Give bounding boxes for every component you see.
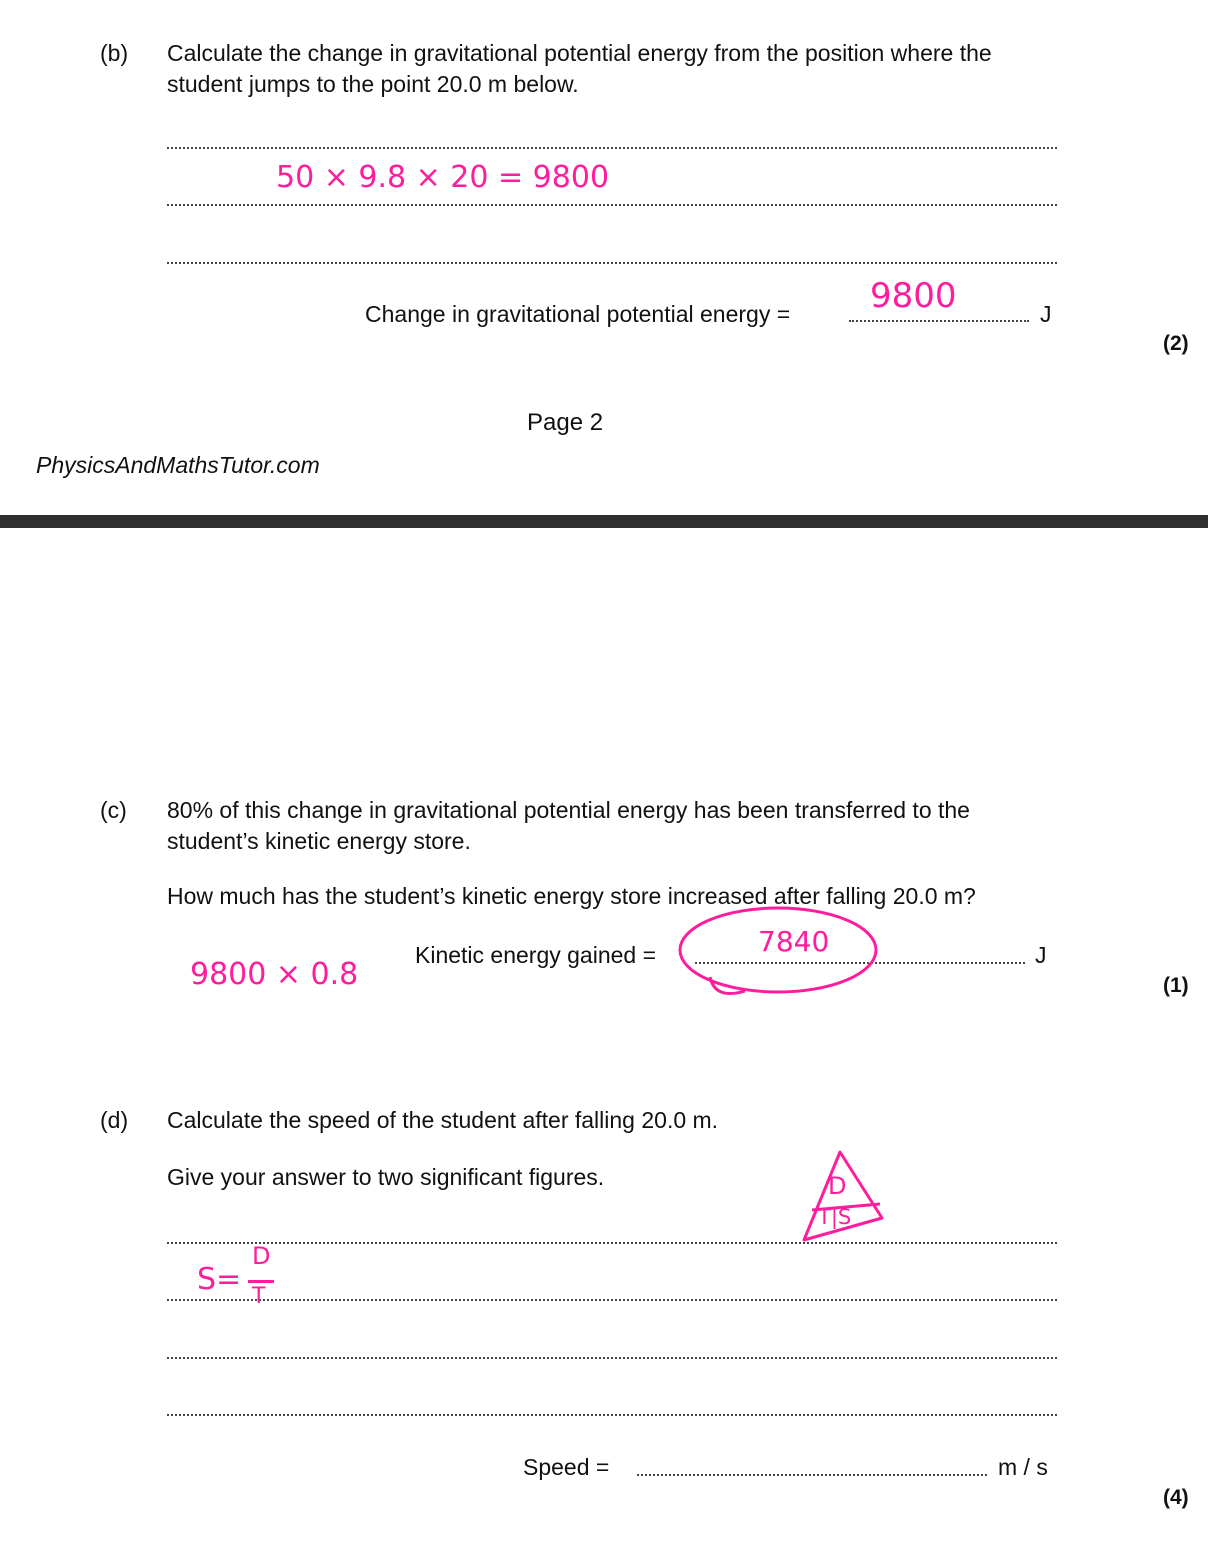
part-b-answer-line-1[interactable]: [167, 147, 1057, 149]
part-d-handwritten-formula-numerator: D: [252, 1242, 271, 1270]
part-c-intro-line1: 80% of this change in gravitational potential energy has been transferred to the: [167, 797, 970, 823]
part-d-unit: m / s: [998, 1454, 1048, 1480]
part-d-answer-label: Speed =: [523, 1454, 610, 1480]
part-b-question-line1: Calculate the change in gravitational potential energy from the position where the: [167, 40, 992, 66]
page-divider: [0, 515, 1208, 528]
part-c-label: (c): [100, 797, 127, 823]
part-d-handwritten-formula-denominator: T: [252, 1284, 266, 1309]
part-b-handwritten-answer: 9800: [870, 276, 957, 316]
part-b-answer-line-3[interactable]: [167, 262, 1057, 264]
part-b-marks: (2): [1163, 332, 1189, 355]
part-d-answer-line-1[interactable]: [167, 1242, 1057, 1244]
part-d-answer-line-2[interactable]: [167, 1299, 1057, 1301]
part-d-label: (d): [100, 1107, 129, 1133]
part-b-label: (b): [100, 40, 129, 66]
part-b-handwritten-working: 50 × 9.8 × 20 = 9800: [276, 160, 610, 195]
part-d-answer-line-3[interactable]: [167, 1357, 1057, 1359]
part-b-answer-line-2[interactable]: [167, 204, 1057, 206]
part-d-answer-line-4[interactable]: [167, 1414, 1057, 1416]
part-c-intro-line2: student’s kinetic energy store.: [167, 828, 471, 854]
part-c-unit: J: [1035, 942, 1047, 968]
part-d-triangle-top-letter: D: [828, 1172, 847, 1200]
part-d-handwritten-formula-lhs: S=: [197, 1262, 242, 1297]
part-c-handwritten-working: 9800 × 0.8: [190, 957, 359, 992]
part-d-marks: (4): [1163, 1486, 1189, 1509]
part-d-handwritten-fraction-bar: [248, 1280, 274, 1283]
part-c-question: How much has the student’s kinetic energy store increased after falling 20.0 m?: [167, 883, 976, 909]
part-c-handwritten-answer: 7840: [758, 925, 830, 958]
page-number: Page 2: [527, 409, 604, 436]
part-c-answer-label: Kinetic energy gained =: [415, 942, 657, 968]
part-b-answer-label: Change in gravitational potential energy =: [365, 301, 791, 327]
part-c-marks: (1): [1163, 974, 1189, 997]
part-d-answer-field[interactable]: [637, 1474, 987, 1476]
site-footer: PhysicsAndMathsTutor.com: [36, 452, 320, 478]
part-d-instruction: Give your answer to two significant figures.: [167, 1164, 605, 1190]
part-b-answer-field[interactable]: [849, 320, 1029, 322]
part-b-unit: J: [1040, 301, 1052, 327]
part-d-question: Calculate the speed of the student after falling 20.0 m.: [167, 1107, 719, 1133]
part-b-question-line2: student jumps to the point 20.0 m below.: [167, 71, 579, 97]
part-c-handwritten-circle: [670, 905, 885, 1005]
part-d-triangle-bottom-letters: T|S: [818, 1205, 852, 1229]
